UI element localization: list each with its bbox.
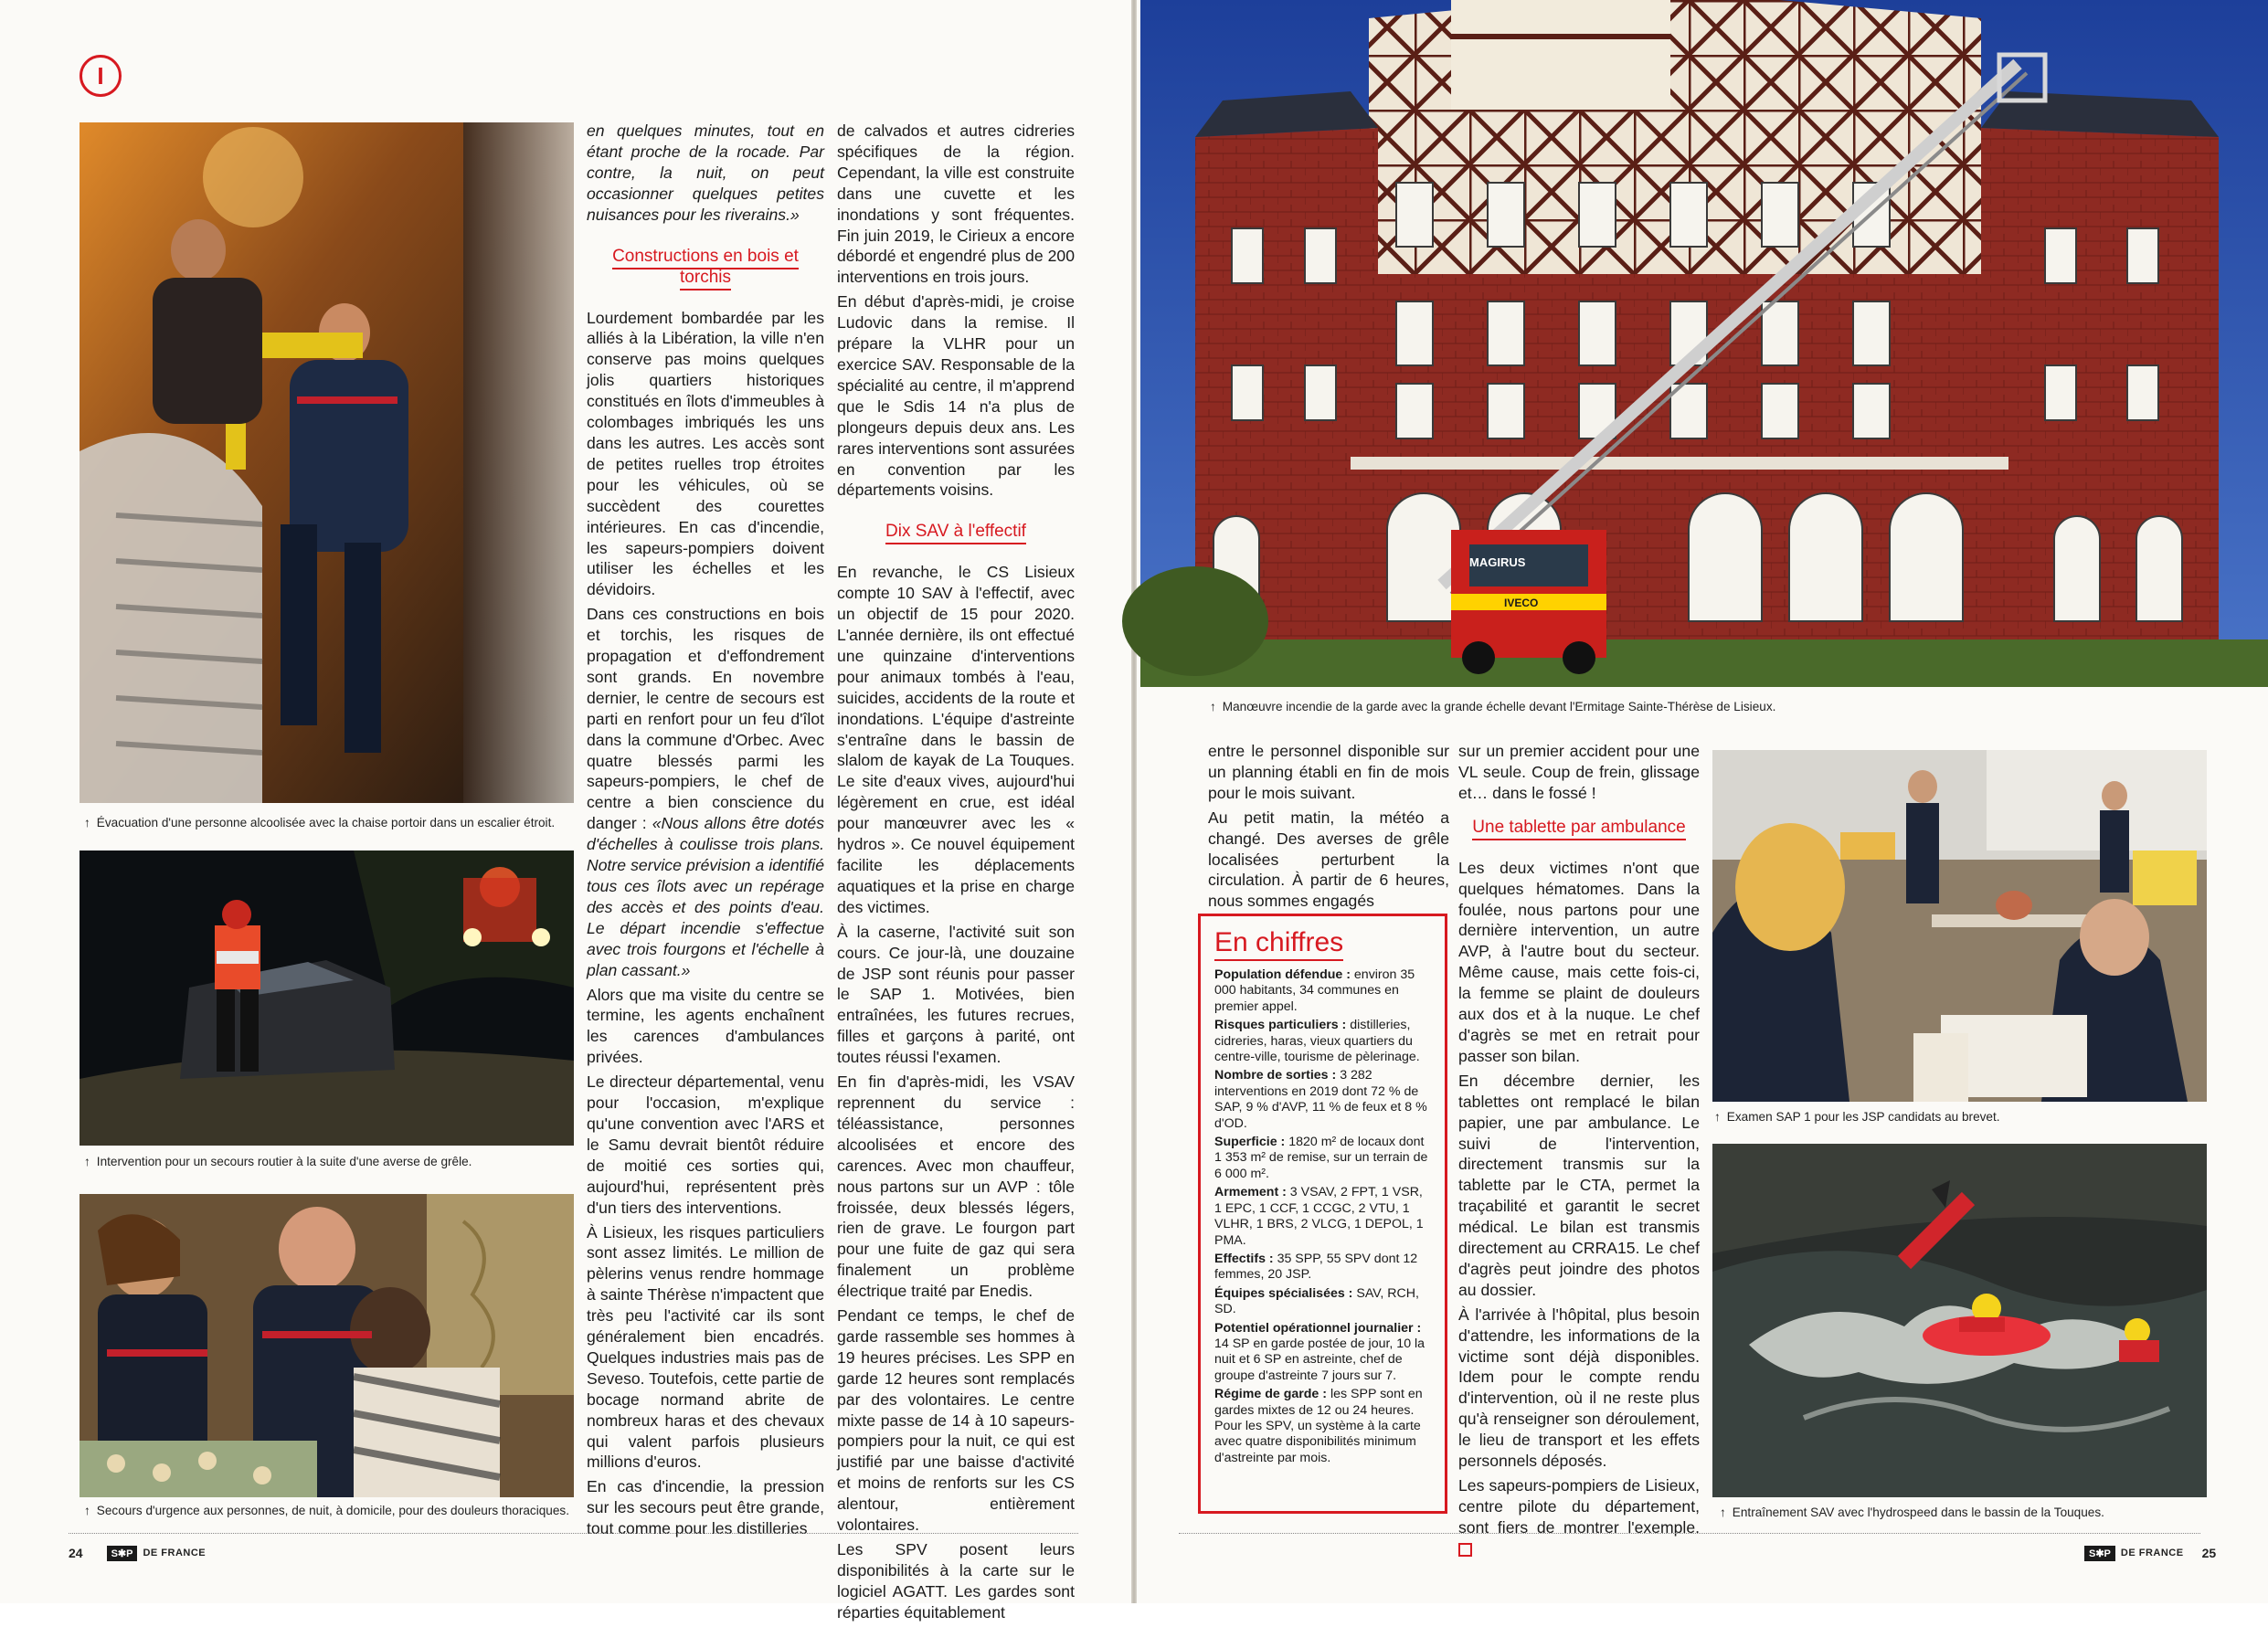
photo-road-accident: [79, 850, 574, 1146]
paragraph: À l'arrivée à l'hôpital, plus besoin d'attendre, les informations de la victime sont déjà disponibles. Idem pour le compte rendu d'intervention, où il ne reste plus qu'à renseigner son déroulement, le lieu de transport et les effets personnels déposés.: [1458, 1305, 1700, 1471]
truck-make-text: IVECO: [1504, 597, 1539, 609]
key-figures-box: [1198, 914, 1447, 1514]
photo-river-training: [1712, 1144, 2207, 1497]
subheading: Constructions en bois et torchis: [587, 246, 824, 288]
figure-item: Population défendue : environ 35 000 habitants, 34 communes en premier appel.: [1214, 967, 1415, 1014]
brand-logo: S✱P: [2084, 1546, 2115, 1561]
subheading: Une tablette par ambulance: [1458, 817, 1700, 838]
caption-arrow-icon: ↑: [84, 1504, 90, 1517]
figure-item: Nombre de sorties : 3 282 interventions en 2019 dont 72 % de SAP, 9 % d'AVP, 11 % de feux et 8 % d'OD.: [1214, 1068, 1427, 1131]
paragraph: En cas d'incendie, la pression sur les secours peut être grande, tout comme pour les distilleries: [587, 1477, 824, 1538]
figure-item: Effectifs : 35 SPP, 55 SPV dont 12 femmes, 20 JSP.: [1214, 1251, 1418, 1283]
caption-river: ↑ Entraînement SAV avec l'hydrospeed dans le bassin de la Touques.: [1720, 1506, 2104, 1519]
footer-rule: [69, 1533, 1078, 1534]
figure-item: Potentiel opérationnel journalier : 14 SP en garde postée de jour, 10 la nuit et 6 SP en astreinte, chef de groupe d'astreinte 7 jours sur 7.: [1214, 1320, 1425, 1383]
figure-item: Risques particuliers : distilleries, cidreries, haras, vieux quartiers du centre-ville, tourisme de pèlerinage.: [1214, 1018, 1420, 1065]
article-column-1: [587, 121, 824, 1543]
paragraph: En début d'après-midi, je croise Ludovic dans la remise. Il prépare la VLHR pour un exercice SAV. Responsable de la spécialité au centre, il m'apprend que le Sdis 14 n'a plus de plongeurs depuis deux ans. Les rares interventions sont assurées en convention par les départements voisins.: [837, 292, 1075, 500]
figure-item: Équipes spécialisées : SAV, RCH, SD.: [1214, 1285, 1419, 1317]
brand-logo: S✱P: [107, 1546, 138, 1561]
paragraph: Dans ces constructions en bois et torchis, les risques de propagation et d'effondrement sont grands. En novembre dernier, le centre de secours est parti en renfort pour un feu d'îlot dans la commune d'Orbec. Avec quatre blessés parmi les sapeurs-pompiers, le chef de centre a bien conscience du danger : «Nous allons être dotés d'échelles à coulisse trois plans. Notre service prévision a identifié tous ces îlots avec un repérage des accès et des points d'eau. Le départ incendie s'effectue avec trois fourgons et l'échelle à plan cassant.»: [587, 605, 824, 979]
caption-home: ↑ Secours d'urgence aux personnes, de nuit, à domicile, pour des douleurs thoraciques.: [84, 1504, 570, 1517]
end-mark-icon: [1458, 1543, 1472, 1557]
article-column-3: [1208, 741, 1449, 915]
paragraph: En revanche, le CS Lisieux compte 10 SAV à l'effectif, avec un objectif de 15 pour 2020. L'année dernière, ils ont effectué une quinzaine d'interventions pour animaux tombés à l'eau, suicides, accidents de la route et inondations. L'équipe d'astreinte s'entraîne dans le bassin de slalom de kayak de La Touques. Le site d'eaux vives, aujourd'hui légèrement en crue, est idéal pour manœuvrer avec les « hydros ». Ce nouvel équipement facilite les déplacements aquatiques et la prise en charge des victimes.: [837, 563, 1075, 916]
article-column-4: [1458, 741, 1700, 1563]
footer-rule: [1179, 1533, 2200, 1534]
caption-arrow-icon: ↑: [84, 816, 90, 829]
caption-arrow-icon: ↑: [1210, 700, 1216, 713]
paragraph: En décembre dernier, les tablettes ont remplacé le bilan papier, une par ambulance. Le suivi de l'intervention, directement transmis sur la tablette par le CTA, permet la traçabilité et garantit le secret médical. Le bilan est transmis directement au CRRA15. Le chef d'agrès peut joindre des photos au dossier.: [1458, 1071, 1700, 1299]
paragraph: de calvados et autres cidreries spécifiques de la région. Cependant, la ville est construite dans une cuvette et les inondations y sont fréquentes. Fin juin 2019, le Cirieux a encore débordé et engendré plus de 200 interventions en trois jours.: [837, 121, 1075, 287]
paragraph: Les deux victimes n'ont que quelques hématomes. Dans la foulée, nous partons pour une dernière intervention, un autre AVP, à l'autre bout du secteur. Même cause, mais cette fois-ci, la femme se plaint de douleurs aux dos et à la nuque. Le chef d'agrès se met en retrait pour passer son bilan.: [1458, 858, 1700, 1065]
paragraph: Au petit matin, la météo a changé. Des averses de grêle localisées perturbent la circulation. À partir de 6 heures, nous sommes engagés: [1208, 808, 1449, 911]
brand-subtitle: DE FRANCE: [2120, 1548, 2184, 1558]
figure-item: Superficie : 1820 m² de locaux dont 1 353 m² de remise, sur un terrain de 6 000 m².: [1214, 1135, 1428, 1181]
paragraph: À Lisieux, les risques particuliers sont assez limités. Le million de pèlerins venus rendre hommage à sainte Thérèse n'impactent que très peu l'activité car ils sont généralement bien encadrés. Quelques industries mais pas de Seveso. Toutefois, cette partie de bocage normand abrite de nombreux haras et des chevaux qui valent parfois plusieurs millions d'euros.: [587, 1222, 824, 1472]
right-page: [1137, 0, 2268, 1603]
photo-classroom-exam: [1712, 750, 2207, 1102]
caption-building: ↑ Manœuvre incendie de la garde avec la grande échelle devant l'Ermitage Sainte-Thérèse de Lisieux.: [1210, 700, 1776, 713]
figure-item: Armement : 3 VSAV, 2 FPT, 1 VSR, 1 EPC, 1 CCF, 1 CCGC, 2 VTU, 1 VLHR, 1 BRS, 2 VLCG, 1 DEPOL, 1 PMA.: [1214, 1185, 1424, 1248]
paragraph: Alors que ma visite du centre se termine, les agents enchaînent les carences d'ambulances privées.: [587, 985, 824, 1067]
paragraph: Pendant ce temps, le chef de garde rassemble ses hommes à 19 heures précises. Les SPP en garde 12 heures sont remplacés par des volontaires. Le centre mixte passe de 14 à 10 sapeurs-pompiers pour la nuit, ce qui est justifié par une baisse d'activité et moins de renforts sur les CS alentour, entièrement volontaires.: [837, 1306, 1075, 1535]
caption-stairs: ↑ Évacuation d'une personne alcoolisée avec la chaise portoir dans un escalier étroit.: [84, 816, 556, 829]
caption-classroom: ↑ Examen SAP 1 pour les JSP candidats au brevet.: [1714, 1110, 2000, 1124]
footer-left: [69, 1542, 206, 1564]
photo-stairs-evacuation: [79, 122, 574, 803]
figure-item: Régime de garde : les SPP sont en gardes mixtes de 12 ou 24 heures. Pour les SPV, un système à la carte avec quatre disponibilités minimum d'astreinte par mois.: [1214, 1387, 1423, 1465]
subheading: Dix SAV à l'effectif: [837, 521, 1075, 542]
key-figures-title: En chiffres: [1214, 927, 1431, 958]
left-page: [0, 0, 1131, 1622]
caption-arrow-icon: ↑: [1720, 1506, 1726, 1519]
paragraph: À la caserne, l'activité suit son cours. Ce jour-là, une douzaine de JSP sont réunis pour passer le SAP 1. Motivées, bien entraînées, les futures recrues, filles et garçons à parité, ont toutes réussi l'examen.: [837, 922, 1075, 1067]
paragraph: Les sapeurs-pompiers de Lisieux, centre pilote du département, sont fiers de montrer l'exemple.: [1458, 1475, 1700, 1559]
paragraph: entre le personnel disponible sur un planning établi en fin de mois pour le mois suivant.: [1208, 742, 1449, 802]
page-number: 24: [69, 1546, 83, 1560]
truck-brand-text: MAGIRUS: [1469, 555, 1526, 569]
paragraph: En fin d'après-midi, les VSAV reprennent du service : téléassistance, personnes alcoolisées et encore des carences. Avec mon chauffeur, nous partons sur un AVP : tôle froissée, deux blessés légers, rien de grave. Le fourgon part pour une fuite de gaz qui sera finalement un problème électrique traité par Enedis.: [837, 1072, 1075, 1301]
paragraph: Le directeur départemental, venu pour l'occasion, m'explique qu'une convention avec l'ARS et le Samu devrait bientôt réduire de moitié ces sorties qui, aujourd'hui, représentent près d'un tiers des interventions.: [587, 1072, 824, 1217]
section-logo: I: [79, 55, 122, 97]
caption-arrow-icon: ↑: [84, 1155, 90, 1168]
page-number: 25: [2201, 1546, 2217, 1560]
article-column-2: [837, 121, 1075, 1627]
caption-road: ↑ Intervention pour un secours routier à la suite d'une averse de grêle.: [84, 1155, 472, 1168]
paragraph: sur un premier accident pour une VL seule. Coup de frein, glissage et… dans le fossé !: [1458, 742, 1700, 802]
paragraph: en quelques minutes, tout en étant proche de la rocade. Par contre, la nuit, on peut occasionner quelques petites nuisances pour les riverains.»: [587, 121, 824, 224]
paragraph: Lourdement bombardée par les alliés à la Libération, la ville n'en conserve pas moins quelques jolis quartiers historiques constitués en îlots d'immeubles à colombages imbriqués les uns dans les autres. Les accès sont de petites ruelles trop étroites pour les véhicules, où se succèdent des courettes intérieures. En cas d'incendie, les sapeurs-pompiers doivent utiliser les échelles et les dévidoirs.: [587, 308, 824, 599]
caption-arrow-icon: ↑: [1714, 1110, 1721, 1124]
photo-home-rescue: [79, 1194, 574, 1497]
paragraph: Les SPV posent leurs disponibilités à la carte sur le logiciel AGATT. Les gardes sont réparties équitablement: [837, 1540, 1075, 1622]
photo-building-ladder: [1140, 0, 2268, 687]
brand-subtitle: DE FRANCE: [143, 1548, 207, 1558]
footer-right: [2079, 1542, 2216, 1564]
